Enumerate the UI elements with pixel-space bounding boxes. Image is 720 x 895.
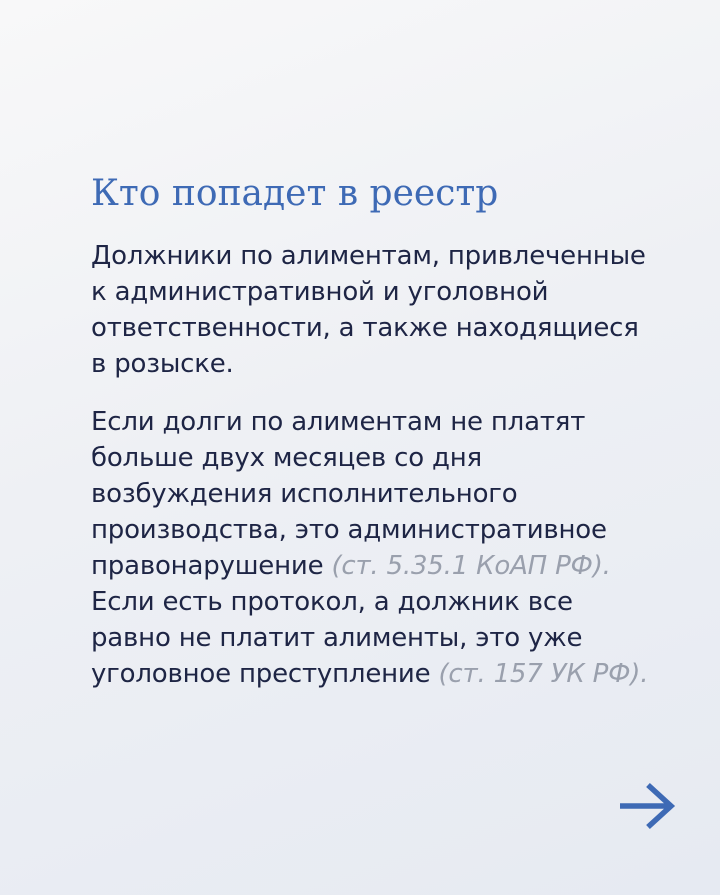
text-line [91, 548, 691, 584]
text-line: возбуждения исполнительного [91, 479, 518, 509]
line-text: уголовное преступление [91, 659, 439, 689]
law-reference-uk: (ст. 157 УК РФ). [438, 659, 649, 689]
law-reference-koap: (ст. 5.35.1 КоАП РФ). [331, 551, 611, 581]
registry-description-paragraph [91, 238, 691, 382]
line-text: правонарушение [91, 551, 332, 581]
text-line: в розыске. [91, 349, 234, 379]
next-slide-button[interactable] [616, 780, 678, 832]
text-line: больше двух месяцев со дня [91, 443, 482, 473]
liability-explanation-paragraph [91, 404, 691, 692]
text-line: производства, это административное [91, 515, 607, 545]
text-line: ответственности, а также находящиеся [91, 313, 639, 343]
text-line: равно не платит алименты, это уже [91, 623, 583, 653]
slide-title: Кто попадет в реестр [91, 173, 499, 214]
arrow-right-icon [616, 780, 678, 832]
text-line: Если есть протокол, а должник все [91, 587, 573, 617]
text-line [91, 656, 691, 692]
text-line: к административной и уголовной [91, 277, 549, 307]
text-line: Должники по алиментам, привлеченные [91, 241, 646, 271]
text-line: Если долги по алиментам не платят [91, 407, 586, 437]
